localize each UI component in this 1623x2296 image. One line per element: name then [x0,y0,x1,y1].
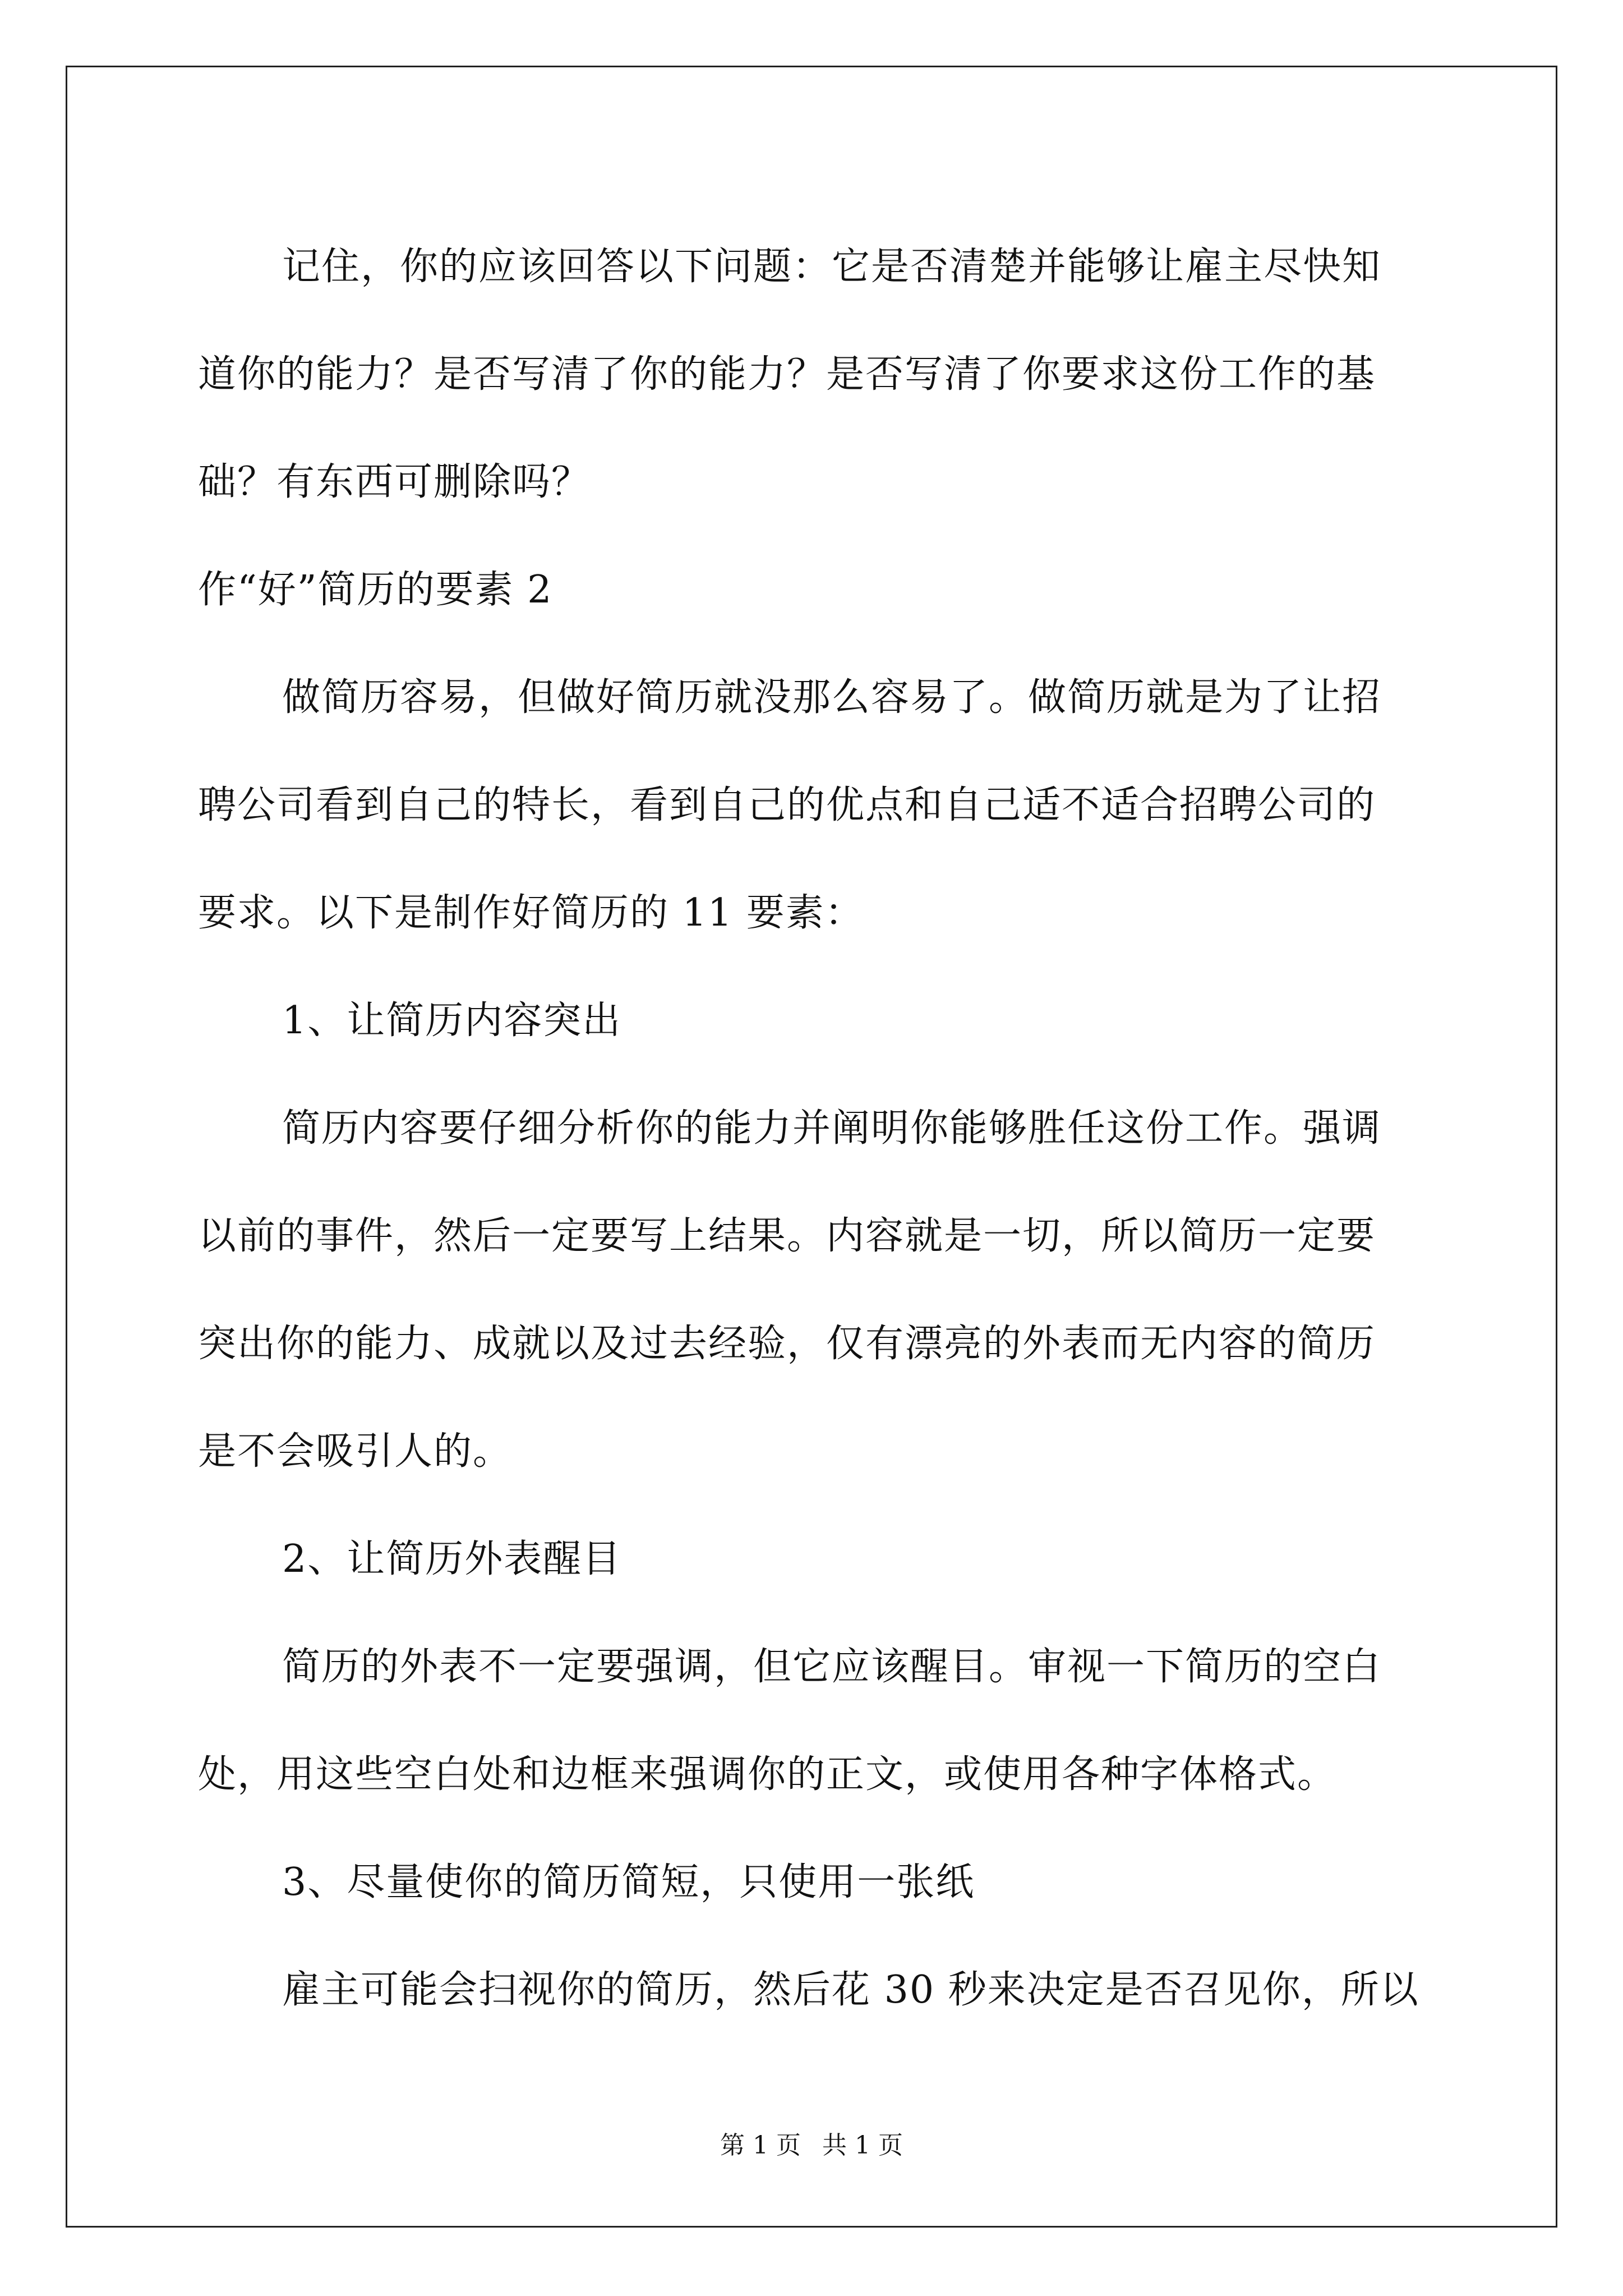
paragraph-line: 做简历容易，但做好简历就没那么容易了。做简历就是为了让招 [282,675,1382,720]
paragraph-line: 是不会吸引人的。 [198,1429,513,1474]
document-body [198,213,1430,2044]
paragraph-line: 记住，你的应该回答以下问题：它是否清楚并能够让雇主尽快知 [282,245,1382,289]
list-item-heading: 2、让简历外表醒目 [282,1537,622,1581]
paragraph-line: 础？有东西可删除吗？ [198,460,591,504]
paragraph-line: 雇主可能会扫视你的简历，然后花 30 秒来决定是否召见你，所以 [282,1968,1419,2012]
page-total: 共 1 页 [822,2131,903,2160]
paragraph-line: 简历的外表不一定要强调，但它应该醒目。审视一下简历的空白 [282,1645,1382,1689]
paragraph-line: 以前的事件，然后一定要写上结果。内容就是一切，所以简历一定要 [198,1214,1376,1258]
page-number: 第 1 页 [720,2131,801,2160]
paragraph-line: 要求。以下是制作好简历的 11 要素： [198,891,864,935]
section-heading: 作“好”简历的要素 2 [198,568,553,612]
paragraph-line: 聘公司看到自己的特长，看到自己的优点和自己适不适合招聘公司的 [198,783,1376,827]
list-item-heading: 3、尽量使你的简历简短，只使用一张纸 [282,1860,975,1904]
list-item-heading: 1、让简历内容突出 [282,999,622,1043]
paragraph-line: 道你的能力？是否写清了你的能力？是否写清了你要求这份工作的基 [198,352,1376,397]
paragraph-line: 处，用这些空白处和边框来强调你的正文，或使用各种字体格式。 [198,1752,1337,1797]
paragraph-line: 突出你的能力、成就以及过去经验，仅有漂亮的外表而无内容的简历 [198,1322,1376,1366]
page-footer [0,2129,1623,2162]
paragraph-line: 简历内容要仔细分析你的能力并阐明你能够胜任这份工作。强调 [282,1106,1382,1151]
